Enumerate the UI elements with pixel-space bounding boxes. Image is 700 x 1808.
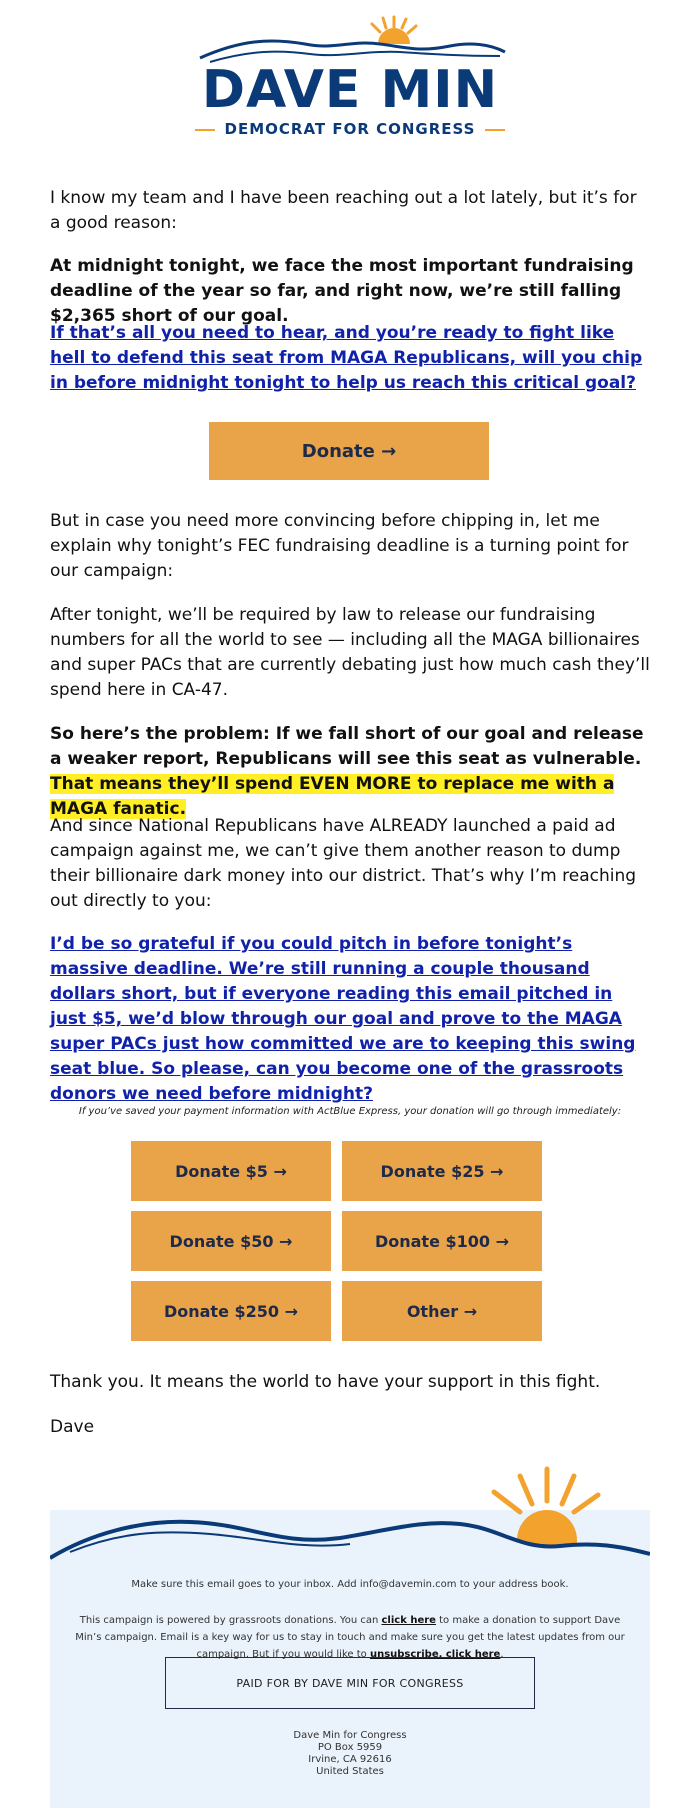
signoff: Dave: [50, 1417, 95, 1437]
donate-50-button[interactable]: Donate $50 →: [131, 1211, 331, 1271]
logo-name: DAVE MIN: [201, 60, 499, 120]
donate-5-button[interactable]: Donate $5 →: [131, 1141, 331, 1201]
grassroots-text-a: This campaign is powered by grassroots donations. You can: [79, 1615, 382, 1626]
thank-you-paragraph: Thank you. It means the world to have your support in this fight.: [50, 1372, 601, 1392]
donate-25-button[interactable]: Donate $25 →: [342, 1141, 542, 1201]
deadline-paragraph: At midnight tonight, we face the most important fundraising deadline of the year so far, and right now, we’re still falling $2,365 short of our goal.: [50, 256, 634, 326]
address-line-4: United States: [316, 1766, 384, 1777]
grateful-link[interactable]: I’d be so grateful if you could pitch in before tonight’s massive deadline. We’re still running a couple thousand dollars short, but if everyone reading this email pitched in just $5, we’d blow through our goal and prove to the MAGA super PACs just how committed we are to keeping this swing seat blue. So please, can you become one of the grassroots donors we need before midnight?: [50, 934, 636, 1104]
ads-paragraph: And since National Republicans have ALREADY launched a paid ad campaign against me, we can’t give them another reason to dump their billionaire dark money into our district. That’s why I’m reaching out directly to you:: [50, 816, 637, 911]
unsubscribe-link[interactable]: unsubscribe, click here: [369, 1649, 501, 1660]
chip-in-link-paragraph: [50, 321, 650, 396]
donate-250-button[interactable]: Donate $250 →: [131, 1281, 331, 1341]
address-line-3: Irvine, CA 92616: [308, 1754, 392, 1765]
fec-paragraph: After tonight, we’ll be required by law to release our fundraising numbers for all the world to see — including all the MAGA billionaires and super PACs that are currently debating just how much cash they’ll spend here in CA-47.: [50, 605, 650, 700]
inbox-note: Make sure this email goes to your inbox. Add info@davemin.com to your address book.: [131, 1579, 569, 1590]
grassroots-text-b: to make a donation to support Dave Min’s campaign. Email is a key way for us to stay in touch and make sure you get the latest updates from our campaign. But if you would like to: [75, 1615, 625, 1660]
campaign-logo: [50, 0, 650, 150]
grassroots-text-c: .: [500, 1649, 504, 1660]
tagline-text: DEMOCRAT FOR CONGRESS: [224, 120, 476, 138]
footer: [50, 1450, 650, 1808]
logo-tagline: [50, 120, 650, 138]
email-container: [50, 0, 650, 1777]
address-line-2: PO Box 5959: [317, 1742, 383, 1753]
donate-other-button[interactable]: Other →: [342, 1281, 542, 1341]
problem-text: So here’s the problem: If we fall short of our goal and release a weaker report, Republicans will see this seat as vulnerable.: [50, 724, 644, 769]
paid-for-box: PAID FOR BY DAVE MIN FOR CONGRESS: [165, 1657, 535, 1709]
donate-main-button[interactable]: Donate →: [209, 422, 489, 480]
intro-paragraph: I know my team and I have been reaching out a lot lately, but it’s for a good reason:: [50, 188, 637, 233]
click-here-link[interactable]: click here: [381, 1615, 436, 1626]
actblue-express-note: If you’ve saved your payment information with ActBlue Express, your donation will go through immediately:: [78, 1106, 622, 1117]
grateful-link-paragraph: [50, 932, 650, 1107]
donate-100-button[interactable]: Donate $100 →: [342, 1211, 542, 1271]
tagline-rule-right: [485, 129, 505, 131]
footer-wave-sun-icon: [50, 1450, 650, 1560]
chip-in-link[interactable]: If that’s all you need to hear, and you’re ready to fight like hell to defend this seat from MAGA Republicans, will you chip in before midnight tonight to help us reach this critical goal?: [50, 323, 643, 393]
problem-paragraph: [50, 722, 650, 822]
convincing-paragraph: But in case you need more convincing before chipping in, let me explain why tonight’s FEC fundraising deadline is a turning point for our campaign:: [50, 511, 629, 581]
address-line-1: Dave Min for Congress: [293, 1730, 407, 1741]
grassroots-note: [70, 1612, 630, 1663]
tagline-rule-left: [195, 129, 215, 131]
highlighted-text: That means they’ll spend EVEN MORE to replace me with a MAGA fanatic.: [50, 774, 615, 819]
